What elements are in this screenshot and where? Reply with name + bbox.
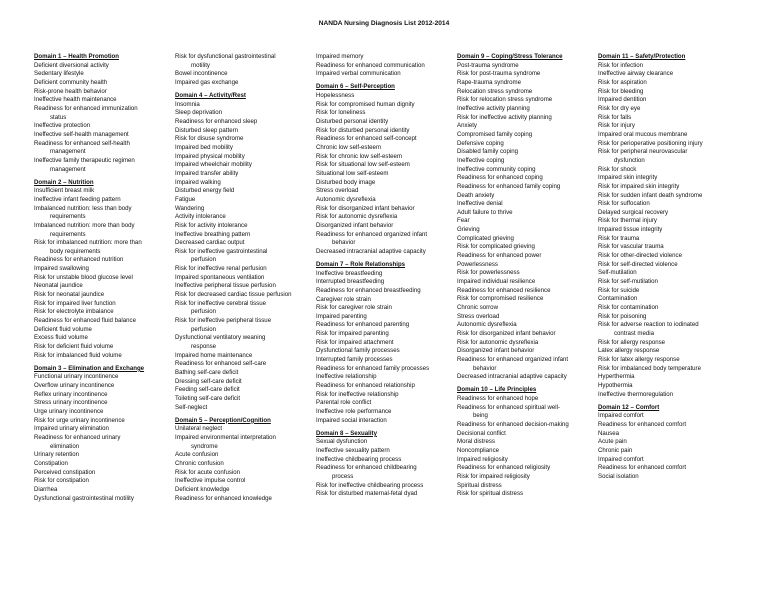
diagnosis-line: being: [473, 412, 488, 420]
diagnosis-line: Disturbed sleep pattern: [175, 126, 239, 134]
diagnosis-line: Autonomic dysreflexia: [457, 321, 517, 329]
diagnosis-line: Risk for imbalanced fluid volume: [34, 351, 122, 359]
diagnosis-line: motility: [191, 61, 210, 69]
diagnosis-line: Risk for deficient fluid volume: [34, 343, 114, 351]
diagnosis-line: Stress urinary incontinence: [34, 399, 108, 407]
diagnosis-line: perfusion: [191, 325, 217, 333]
diagnosis-line: Neonatal jaundice: [34, 282, 83, 290]
domain-heading: Domain 4 – Activity/Rest: [175, 92, 246, 100]
diagnosis-line: Adult failure to thrive: [457, 208, 513, 216]
diagnosis-line: Risk for ineffective gastrointestinal: [175, 247, 268, 255]
diagnosis-line: Impaired verbal communication: [316, 70, 401, 78]
diagnosis-line: Risk for shock: [598, 165, 637, 173]
diagnosis-line: Urge urinary incontinence: [34, 408, 104, 416]
diagnosis-line: Risk for trauma: [598, 234, 640, 242]
diagnosis-line: Fatigue: [175, 195, 196, 203]
diagnosis-line: Decreased cardiac output: [175, 239, 245, 247]
diagnosis-line: Impaired walking: [175, 178, 221, 186]
diagnosis-line: Sexual dysfunction: [316, 438, 368, 446]
diagnosis-line: Risk for ineffective peripheral tissue: [175, 317, 272, 325]
diagnosis-line: Risk for urge urinary incontinence: [34, 416, 125, 424]
diagnosis-line: Risk for electrolyte imbalance: [34, 308, 114, 316]
diagnosis-line: Impaired skin integrity: [598, 174, 658, 182]
diagnosis-line: Risk for poisoning: [598, 312, 647, 320]
diagnosis-line: Readiness for enhanced childbearing: [316, 464, 417, 472]
diagnosis-line: Post-trauma syndrome: [457, 61, 519, 69]
diagnosis-line: Disturbed personal identity: [316, 117, 389, 125]
diagnosis-line: Contamination: [598, 295, 638, 303]
diagnosis-line: Impaired social interaction: [316, 416, 387, 424]
diagnosis-line: Risk for ineffective relationship: [316, 390, 399, 398]
domain-heading: Domain 6 – Self-Perception: [316, 83, 395, 91]
diagnosis-line: Ineffective protection: [34, 122, 91, 130]
diagnosis-line: Ineffective coping: [457, 156, 505, 164]
diagnosis-line: perfusion: [191, 308, 217, 316]
diagnosis-line: Impaired bed mobility: [175, 143, 233, 151]
diagnosis-line: Risk for autonomic dysreflexia: [316, 213, 398, 221]
diagnosis-line: Impaired dentition: [598, 96, 647, 104]
diagnosis-line: Ineffective relationship: [316, 373, 377, 381]
diagnosis-line: Readiness for enhanced knowledge: [175, 494, 272, 502]
diagnosis-line: Risk for ineffective activity planning: [457, 113, 552, 121]
diagnosis-line: Readiness for enhanced power: [457, 252, 542, 260]
diagnosis-line: Diarrhea: [34, 485, 58, 493]
column-5: [598, 53, 738, 482]
diagnosis-line: Self-neglect: [175, 403, 208, 411]
diagnosis-line: Ineffective infant feeding pattern: [34, 195, 121, 203]
domain-heading: Domain 8 – Sexuality: [316, 429, 377, 437]
diagnosis-line: Compromised family coping: [457, 130, 533, 138]
diagnosis-line: Self-mutilation: [598, 269, 637, 277]
diagnosis-line: Risk for infection: [598, 61, 644, 69]
diagnosis-line: Readiness for enhanced spiritual well-: [457, 403, 560, 411]
diagnosis-line: Spiritual distress: [457, 481, 502, 489]
diagnosis-line: Risk for injury: [598, 122, 635, 130]
diagnosis-line: Impaired environmental interpretation: [175, 434, 276, 441]
domain-heading: Domain 10 – Life Principles: [457, 386, 537, 394]
diagnosis-line: Risk for compromised resilience: [457, 295, 544, 303]
diagnosis-line: Risk for activity intolerance: [175, 221, 248, 229]
diagnosis-line: Hyperthermia: [598, 373, 635, 381]
diagnosis-line: Impaired tissue integrity: [598, 226, 663, 234]
diagnosis-line: Ineffective sexuality pattern: [316, 447, 390, 455]
diagnosis-line: syndrome: [191, 442, 218, 450]
diagnosis-line: Overflow urinary incontinence: [34, 382, 115, 390]
diagnosis-line: dysfunction: [614, 156, 645, 164]
diagnosis-line: Readiness for enhanced parenting: [316, 321, 410, 329]
diagnosis-line: Decisional conflict: [457, 429, 506, 437]
diagnosis-line: Ineffective thermoregulation: [598, 390, 674, 398]
diagnosis-line: Risk for suffocation: [598, 200, 650, 208]
diagnosis-line: Dysfunctional family processes: [316, 347, 400, 355]
diagnosis-line: Impaired parenting: [316, 312, 367, 320]
diagnosis-line: Impaired urinary elimination: [34, 425, 109, 433]
diagnosis-line: Risk for peripheral neurovascular: [598, 148, 688, 156]
diagnosis-line: Ineffective role performance: [316, 408, 392, 416]
diagnosis-line: Risk for impaired religiosity: [457, 472, 530, 480]
diagnosis-line: Risk for suicide: [598, 286, 640, 294]
diagnosis-line: Risk for compromised human dignity: [316, 100, 415, 108]
diagnosis-line: Autonomic dysreflexia: [316, 195, 376, 203]
diagnosis-line: Insufficient breast milk: [34, 187, 95, 195]
diagnosis-line: Disorganized infant behavior: [316, 221, 394, 229]
diagnosis-line: Deficient diversional activity: [34, 61, 109, 69]
diagnosis-line: Functional urinary incontinence: [34, 373, 119, 381]
diagnosis-line: Risk for post-trauma syndrome: [457, 70, 541, 78]
diagnosis-line: Risk for perioperative positioning injury: [598, 139, 703, 147]
diagnosis-line: Ineffective denial: [457, 200, 503, 208]
diagnosis-line: Situational low self-esteem: [316, 169, 389, 177]
domain-heading: Domain 11 – Safety/Protection: [598, 53, 686, 60]
diagnosis-line: Grieving: [457, 226, 480, 234]
column-4: [457, 53, 597, 499]
diagnosis-line: Risk for relocation stress syndrome: [457, 96, 553, 104]
diagnosis-line: Risk for impaired parenting: [316, 330, 389, 338]
diagnosis-line: Impaired comfort: [598, 412, 644, 420]
diagnosis-line: Risk for ineffective childbearing process: [316, 481, 424, 489]
column-1: [34, 53, 174, 503]
diagnosis-line: Readiness for enhanced religiosity: [457, 464, 551, 472]
diagnosis-line: Risk for ineffective renal perfusion: [175, 265, 267, 273]
diagnosis-line: Risk for contamination: [598, 304, 659, 312]
diagnosis-line: Sleep deprivation: [175, 109, 223, 117]
diagnosis-line: Rape-trauma syndrome: [457, 78, 522, 86]
diagnosis-line: perfusion: [191, 256, 217, 264]
diagnosis-line: Moral distress: [457, 438, 495, 446]
diagnosis-line: Risk for loneliness: [316, 109, 366, 117]
diagnosis-line: Risk for imbalanced nutrition: more than: [34, 239, 142, 247]
diagnosis-line: Readiness for enhanced breastfeeding: [316, 286, 421, 294]
page-title: NANDA Nursing Diagnosis List 2012-2014: [318, 20, 450, 27]
diagnosis-line: Ineffective childbearing process: [316, 455, 402, 463]
diagnosis-line: Disturbed energy field: [175, 187, 235, 195]
diagnosis-line: response: [191, 343, 217, 351]
diagnosis-line: Risk for acute confusion: [175, 468, 241, 476]
diagnosis-line: Readiness for enhanced resilience: [457, 286, 551, 294]
diagnosis-line: Ineffective community coping: [457, 165, 536, 173]
diagnosis-line: status: [50, 113, 67, 121]
diagnosis-line: Risk for autonomic dysreflexia: [457, 338, 539, 346]
diagnosis-line: Risk for disorganized infant behavior: [457, 330, 556, 337]
diagnosis-line: Impaired transfer ability: [175, 169, 239, 177]
diagnosis-line: Impaired comfort: [598, 455, 644, 463]
diagnosis-line: Readiness for enhanced organized infant: [316, 230, 428, 238]
diagnosis-line: Readiness for enhanced coping: [457, 174, 543, 182]
diagnosis-line: Chronic pain: [598, 446, 633, 454]
diagnosis-line: Risk for self-mutilation: [598, 278, 658, 286]
domain-heading: Domain 9 – Coping/Stress Tolerance: [457, 53, 563, 60]
diagnosis-line: Nausea: [598, 429, 620, 437]
diagnosis-line: Interrupted breastfeeding: [316, 278, 385, 286]
diagnosis-line: Impaired oral mucous membrane: [598, 130, 688, 138]
diagnosis-line: Impaired religiosity: [457, 455, 508, 463]
diagnosis-line: requirements: [50, 213, 86, 221]
diagnosis-line: Risk for dry eye: [598, 104, 641, 112]
diagnosis-line: Risk for sudden infant death syndrome: [598, 191, 703, 199]
diagnosis-line: Readiness for enhanced family processes: [316, 364, 430, 372]
diagnosis-line: Risk for disturbed maternal-fetal dyad: [316, 490, 418, 498]
diagnosis-line: Activity intolerance: [175, 213, 226, 221]
diagnosis-line: Readiness for enhanced organized infant: [457, 355, 569, 363]
diagnosis-line: Delayed surgical recovery: [598, 208, 669, 216]
diagnosis-line: Ineffective airway clearance: [598, 70, 674, 78]
diagnosis-line: Ineffective health maintenance: [34, 96, 117, 104]
diagnosis-line: contrast media: [614, 330, 654, 337]
diagnosis-line: Risk for vascular trauma: [598, 243, 664, 251]
diagnosis-line: Parental role conflict: [316, 399, 372, 407]
diagnosis-line: Dysfunctional gastrointestinal motility: [34, 494, 134, 502]
diagnosis-line: Readiness for enhanced relationship: [316, 382, 415, 390]
diagnosis-line: Death anxiety: [457, 191, 495, 199]
diagnosis-line: Hypothermia: [598, 381, 633, 389]
diagnosis-line: Impaired gas exchange: [175, 78, 239, 86]
diagnosis-line: Ineffective activity planning: [457, 104, 530, 112]
diagnosis-line: Risk for dysfunctional gastrointestinal: [175, 53, 276, 60]
diagnosis-line: Risk for impaired liver function: [34, 299, 116, 307]
diagnosis-line: Impaired swallowing: [34, 265, 89, 273]
domain-heading: Domain 2 – Nutrition: [34, 178, 94, 186]
diagnosis-line: process: [332, 473, 354, 481]
diagnosis-line: Risk-prone health behavior: [34, 87, 107, 95]
diagnosis-line: Readiness for enhanced self-health: [34, 139, 130, 147]
domain-heading: Domain 7 – Role Relationships: [316, 260, 406, 268]
diagnosis-line: Impaired memory: [316, 53, 364, 60]
diagnosis-line: Readiness for enhanced hope: [457, 394, 539, 402]
diagnosis-line: Risk for self-directed violence: [598, 260, 678, 268]
diagnosis-line: Disorganized infant behavior: [457, 347, 535, 355]
diagnosis-line: Anxiety: [457, 122, 477, 130]
diagnosis-line: Readiness for enhanced decision-making: [457, 420, 569, 428]
diagnosis-line: behavior: [473, 364, 497, 372]
diagnosis-line: Risk for imbalanced body temperature: [598, 364, 701, 372]
diagnosis-line: Readiness for enhanced comfort: [598, 464, 687, 472]
diagnosis-line: Imbalanced nutrition: less than body: [34, 204, 132, 212]
diagnosis-line: Insomnia: [175, 100, 200, 108]
diagnosis-line: Readiness for enhanced urinary: [34, 434, 121, 441]
diagnosis-line: Readiness for enhanced fluid balance: [34, 317, 136, 325]
diagnosis-line: Acute confusion: [175, 451, 219, 459]
diagnosis-line: Imbalanced nutrition: more than body: [34, 221, 135, 229]
diagnosis-line: Dysfunctional ventilatory weaning: [175, 334, 266, 342]
diagnosis-line: Deficient knowledge: [175, 485, 230, 493]
diagnosis-line: Impaired individual resilience: [457, 278, 536, 286]
diagnosis-line: Readiness for enhanced family coping: [457, 182, 561, 190]
diagnosis-line: Ineffective impulse control: [175, 477, 246, 485]
diagnosis-line: Risk for chronic low self-esteem: [316, 152, 403, 160]
domain-heading: Domain 12 – Comfort: [598, 403, 660, 411]
diagnosis-line: Risk for situational low self-esteem: [316, 161, 410, 169]
diagnosis-line: Noncompliance: [457, 446, 500, 454]
diagnosis-line: Constipation: [34, 459, 68, 467]
diagnosis-line: Perceived constipation: [34, 468, 96, 476]
diagnosis-line: Decreased intracranial adaptive capacity: [457, 373, 567, 381]
diagnosis-line: Complicated grieving: [457, 234, 514, 242]
diagnosis-line: Unilateral neglect: [175, 425, 223, 433]
column-2: [175, 53, 315, 503]
diagnosis-line: Risk for powerlessness: [457, 269, 520, 277]
diagnosis-line: Risk for impaired attachment: [316, 338, 394, 346]
diagnosis-line: Social isolation: [598, 472, 639, 480]
diagnosis-line: Risk for disuse syndrome: [175, 135, 244, 143]
diagnosis-line: Ineffective peripheral tissue perfusion: [175, 282, 276, 290]
diagnosis-line: Stress overload: [457, 312, 500, 320]
diagnosis-line: management: [50, 148, 86, 156]
diagnosis-line: Deficient fluid volume: [34, 325, 92, 333]
diagnosis-line: Risk for thermal injury: [598, 217, 657, 225]
diagnosis-line: Bowel incontinence: [175, 70, 228, 78]
column-3: [316, 53, 456, 499]
diagnosis-line: Ineffective self-health management: [34, 130, 129, 138]
diagnosis-line: Excess fluid volume: [34, 334, 88, 342]
diagnosis-line: Disturbed body image: [316, 178, 376, 186]
diagnosis-line: Chronic confusion: [175, 459, 224, 467]
diagnosis-line: body requirements: [50, 247, 101, 255]
diagnosis-line: Risk for other-directed violence: [598, 252, 682, 260]
diagnosis-line: behavior: [332, 239, 356, 247]
diagnosis-line: Readiness for enhanced self-concept: [316, 135, 417, 143]
diagnosis-line: Stress overload: [316, 187, 359, 195]
diagnosis-line: Risk for falls: [598, 113, 632, 121]
diagnosis-line: Chronic low self-esteem: [316, 143, 382, 151]
diagnosis-line: Relocation stress syndrome: [457, 87, 533, 95]
diagnosis-line: Impaired home maintenance: [175, 351, 253, 359]
diagnosis-line: management: [50, 165, 86, 173]
diagnosis-line: Dressing self-care deficit: [175, 377, 242, 385]
diagnosis-line: Interrupted family processes: [316, 356, 393, 364]
diagnosis-line: Caregiver role strain: [316, 295, 371, 303]
diagnosis-line: Risk for caregiver role strain: [316, 304, 392, 312]
diagnosis-line: Wandering: [175, 204, 205, 212]
diagnosis-line: elimination: [50, 442, 80, 450]
diagnosis-line: Risk for neonatal jaundice: [34, 291, 105, 299]
diagnosis-line: Feeding self-care deficit: [175, 386, 240, 394]
diagnosis-line: Impaired physical mobility: [175, 152, 245, 160]
diagnosis-line: Readiness for enhanced sleep: [175, 117, 258, 125]
diagnosis-line: Impaired spontaneous ventilation: [175, 273, 265, 281]
diagnosis-line: Toileting self-care deficit: [175, 394, 241, 402]
domain-heading: Domain 1 – Health Promotion: [34, 53, 119, 60]
diagnosis-line: Chronic sorrow: [457, 304, 498, 312]
diagnosis-line: Risk for ineffective cerebral tissue: [175, 299, 266, 307]
diagnosis-line: Readiness for enhanced immunization: [34, 104, 138, 112]
diagnosis-line: Reflex urinary incontinence: [34, 390, 108, 398]
diagnosis-line: Readiness for enhanced nutrition: [34, 256, 124, 264]
diagnosis-line: Risk for unstable blood glucose level: [34, 273, 133, 281]
domain-heading: Domain 5 – Perception/Cognition: [175, 416, 271, 424]
diagnosis-line: Risk for complicated grieving: [457, 243, 535, 251]
diagnosis-line: Risk for disturbed personal identity: [316, 126, 410, 134]
diagnosis-line: Readiness for enhanced communication: [316, 61, 425, 69]
diagnosis-line: Powerlessness: [457, 260, 498, 268]
diagnosis-line: Ineffective breastfeeding: [316, 269, 383, 277]
diagnosis-line: Readiness for enhanced self-care: [175, 360, 267, 368]
diagnosis-line: Risk for impaired skin integrity: [598, 182, 680, 190]
diagnosis-line: Risk for spiritual distress: [457, 490, 524, 498]
diagnosis-line: Ineffective family therapeutic regimen: [34, 156, 135, 164]
diagnosis-line: Risk for disorganized infant behavior: [316, 204, 415, 212]
diagnosis-line: Disabled family coping: [457, 148, 518, 156]
diagnosis-line: Sedentary lifestyle: [34, 70, 84, 78]
diagnosis-line: Risk for allergy response: [598, 338, 666, 346]
diagnosis-line: Ineffective breathing pattern: [175, 230, 251, 238]
diagnosis-line: Impaired wheelchair mobility: [175, 161, 252, 169]
diagnosis-line: Acute pain: [598, 438, 627, 446]
diagnosis-line: Latex allergy response: [598, 347, 660, 355]
diagnosis-line: Defensive coping: [457, 139, 504, 147]
diagnosis-line: Readiness for enhanced comfort: [598, 420, 687, 428]
diagnosis-line: Decreased intracranial adaptive capacity: [316, 247, 426, 255]
diagnosis-line: Bathing self-care deficit: [175, 369, 239, 377]
diagnosis-line: requirements: [50, 230, 86, 238]
domain-heading: Domain 3 – Elimination and Exchange: [34, 364, 145, 372]
diagnosis-line: Risk for bleeding: [598, 87, 644, 95]
diagnosis-line: Urinary retention: [34, 451, 80, 459]
diagnosis-line: Risk for aspiration: [598, 78, 647, 86]
diagnosis-line: Fear: [457, 217, 470, 225]
diagnosis-line: Hopelessness: [316, 92, 355, 100]
diagnosis-line: Risk for adverse reaction to iodinated: [598, 321, 699, 329]
diagnosis-line: Risk for constipation: [34, 477, 89, 485]
diagnosis-line: Risk for decreased cardiac tissue perfusion: [175, 291, 292, 299]
diagnosis-line: Deficient community health: [34, 78, 108, 86]
diagnosis-line: Risk for latex allergy response: [598, 355, 680, 363]
